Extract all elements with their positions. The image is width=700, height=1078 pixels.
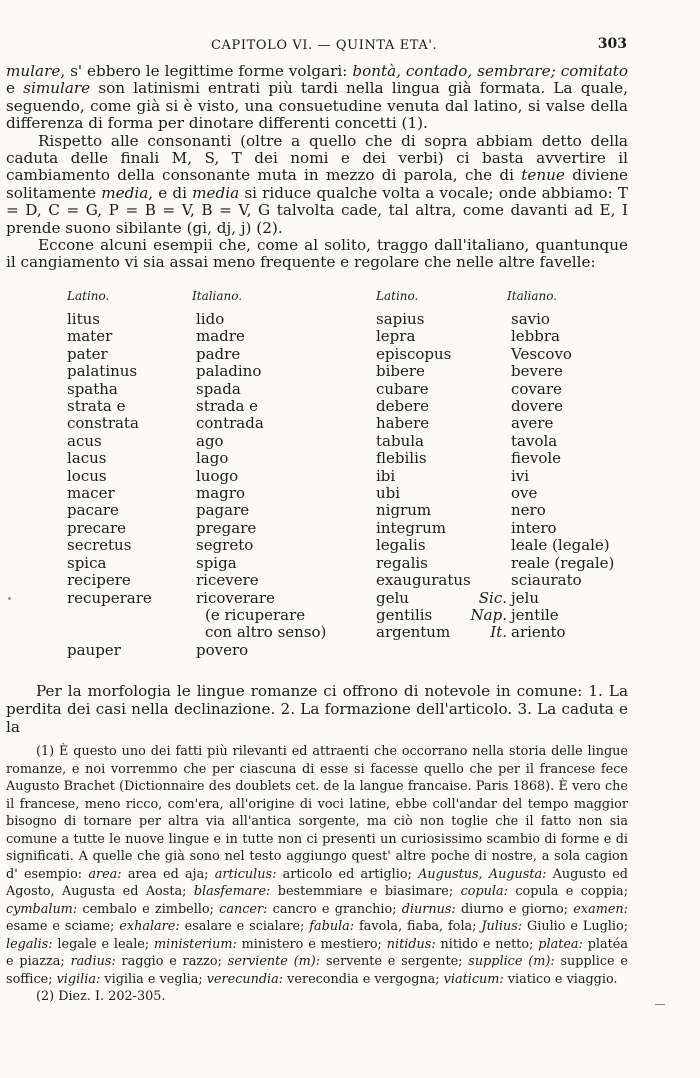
latin-word: pauper bbox=[67, 640, 121, 659]
italian-word: jelu bbox=[511, 588, 539, 607]
latin-word: acus bbox=[67, 431, 102, 450]
italian-word-row bbox=[467, 363, 614, 380]
latin-word: legalis bbox=[376, 536, 426, 555]
italian-word: paladino bbox=[196, 362, 262, 381]
italian-word: fievole bbox=[511, 449, 562, 468]
text-run: articolo ed artiglio; bbox=[276, 866, 419, 882]
col-header-latino-1: Latino. bbox=[67, 289, 110, 303]
page-number: 303 bbox=[597, 36, 627, 52]
text-run: Rispetto alle consonanti (oltre a quello che di sopra abbiam detto della caduta delle finali M, S, T dei nomi e dei verbi) ci basta avvertire il cambiamento della consonante muta in mezzo di parola, che di bbox=[6, 131, 628, 185]
chapter-title: CAPITOLO VI. — QUINTA ETA'. bbox=[211, 38, 438, 53]
latin-word: regalis bbox=[376, 553, 428, 572]
italian-word-row bbox=[467, 572, 614, 589]
italic-run: articulus: bbox=[214, 866, 277, 882]
italian-word: bevere bbox=[511, 362, 563, 381]
italic-run: ministerium: bbox=[154, 936, 237, 952]
italic-run: media bbox=[192, 183, 240, 202]
italic-run: legalis: bbox=[6, 936, 53, 952]
text-run: supplice e soffice; bbox=[6, 954, 629, 987]
paragraph-3 bbox=[6, 237, 628, 272]
italian-word: (e ricuperare bbox=[205, 605, 306, 624]
column-italiano-1 bbox=[196, 311, 326, 659]
italic-run: mulare bbox=[6, 62, 61, 80]
latin-word: secretus bbox=[67, 536, 132, 555]
page-speck bbox=[8, 597, 11, 600]
italian-word: ariento bbox=[511, 623, 566, 642]
latin-word: nigrum bbox=[376, 501, 432, 520]
italian-word-row bbox=[467, 398, 614, 415]
text-run: bestemmiare e biasimare; bbox=[270, 884, 461, 899]
italic-run: media bbox=[101, 183, 149, 202]
italian-word: Vescovo bbox=[511, 344, 572, 363]
italian-word: segreto bbox=[196, 536, 254, 555]
paragraph-2 bbox=[6, 133, 628, 237]
latin-word: strata e bbox=[67, 397, 126, 416]
text-run: (1) È questo uno dei fatti più rilevanti ed attraenti che occorrano nella storia delle lingue romanze, e noi vorremmo che per ciascuna di esse si facesse quello che per il francese fece Augusto Brachet (Dictionnaire des doublets cet. de la langue francaise. Paris 1868). È vero che il francese, meno ricco, com'era, all'origine di voci latine, ebbe coll'andar del tempo maggior bisogno di tornare per altra via all'antica sorgente, ma ciò non toglie che il fatto non sia comune a tutte le nuove lingue e in tutte non ci presenti un curiosissimo scambio di forme e di significati. A quelle che già sono nel testo aggiungo quest' altre poche di nostre, a sola cagion d' esempio: bbox=[6, 744, 628, 882]
italian-word: savio bbox=[511, 310, 550, 328]
italic-run: copula: bbox=[460, 884, 508, 899]
latin-word: palatinus bbox=[67, 362, 138, 381]
col-header-italiano-2: Italiano. bbox=[507, 289, 558, 303]
latin-word: gelu bbox=[376, 588, 409, 607]
latin-word: constrata bbox=[67, 414, 139, 433]
italic-run: radius: bbox=[70, 954, 116, 969]
italic-run: tenue bbox=[521, 166, 565, 185]
footnotes bbox=[6, 743, 628, 1006]
text-run: , s' ebbero le legittime forme volgari: bbox=[60, 62, 353, 80]
margin-mark bbox=[655, 1004, 665, 1005]
italian-word: spada bbox=[196, 379, 241, 398]
dialect-label: Sic. bbox=[478, 588, 507, 607]
latin-word: tabula bbox=[376, 431, 424, 450]
text-run: diurno e giorno; bbox=[455, 901, 574, 917]
latin-word: gentilis bbox=[376, 605, 433, 624]
italian-word: intero bbox=[511, 518, 557, 537]
italian-word: padre bbox=[196, 344, 241, 363]
latin-word: ibi bbox=[376, 466, 396, 485]
column-latino-1 bbox=[67, 311, 152, 659]
running-header bbox=[0, 38, 700, 58]
italian-word: magro bbox=[196, 484, 245, 503]
italian-word-row bbox=[467, 520, 614, 537]
latin-word: habere bbox=[376, 414, 430, 433]
text-run: area ed aja; bbox=[121, 866, 215, 882]
italian-word: pagare bbox=[196, 501, 250, 520]
footnote-2: (2) Diez. I. 202-305. bbox=[36, 989, 166, 1004]
italian-word: dovere bbox=[511, 397, 564, 416]
col-header-latino-2: Latino. bbox=[376, 289, 419, 303]
italian-word-row bbox=[467, 502, 614, 519]
italic-run: exhalare: bbox=[119, 919, 180, 934]
text-run: Augusto ed Agosto, Augusta ed Aosta; bbox=[6, 866, 629, 899]
text-run: diviene solitamente bbox=[6, 166, 628, 202]
dialect-label: Nap. bbox=[470, 605, 507, 624]
latin-word: recipere bbox=[67, 571, 131, 590]
latin-word: bibere bbox=[376, 362, 425, 381]
paragraph-1 bbox=[6, 63, 628, 133]
italian-word-row bbox=[467, 433, 614, 450]
text-run: cembalo e zimbello; bbox=[77, 901, 220, 917]
italian-word-row bbox=[467, 415, 614, 432]
text-run: , e di bbox=[148, 183, 193, 202]
italian-word-row bbox=[467, 328, 614, 345]
italian-word: luogo bbox=[196, 466, 239, 485]
italic-run: bontà, contado, sembrare; comitato bbox=[352, 62, 629, 80]
italian-word: ricevere bbox=[196, 571, 259, 590]
italic-run: simulare bbox=[23, 79, 91, 98]
latin-word: recuperare bbox=[67, 588, 152, 607]
italic-run: serviente (m): bbox=[227, 954, 321, 969]
text-run: copula e coppia; bbox=[507, 884, 629, 899]
main-text bbox=[6, 63, 628, 272]
italian-word: reale (regale) bbox=[511, 553, 615, 572]
italic-run: diurnus: bbox=[401, 901, 456, 917]
text-run: son latinismi entrati più tardi nella lingua già formata. La quale, seguendo, come già si è visto, una consuetudine venuta dal latino, si valse della differenza di forma per dinotare differenti concetti (1). bbox=[6, 79, 628, 133]
text-run: ministero e mestiero; bbox=[236, 936, 387, 952]
latin-word: exauguratus bbox=[376, 571, 471, 590]
latin-word: sapius bbox=[376, 310, 425, 328]
latin-word: mater bbox=[67, 327, 113, 346]
column-latino-2 bbox=[376, 311, 471, 642]
latin-word: spatha bbox=[67, 379, 118, 398]
italian-word: madre bbox=[196, 327, 245, 346]
italian-word-row bbox=[467, 537, 614, 554]
text-run: nitido e netto; bbox=[435, 936, 539, 952]
footnote-1 bbox=[6, 743, 628, 988]
italic-run: verecundia: bbox=[206, 971, 284, 987]
italian-word: ricoverare bbox=[196, 588, 275, 607]
latin-word: debere bbox=[376, 397, 430, 416]
morphology-text: Per la morfologia le lingue romanze ci offrono di notevole in comune: 1. La perdita dei casi nella declinazione. 2. La formazione dell'articolo. 3. La caduta e la bbox=[6, 682, 628, 736]
italian-word-row bbox=[467, 381, 614, 398]
latin-word: cubare bbox=[376, 379, 429, 398]
italian-word: povero bbox=[196, 640, 249, 659]
italian-word-row bbox=[467, 311, 614, 328]
italian-word-row bbox=[467, 485, 614, 502]
italic-run: vigilia: bbox=[56, 971, 101, 987]
latin-word: litus bbox=[67, 310, 100, 328]
italian-word: nero bbox=[511, 501, 546, 520]
italian-word: avere bbox=[511, 414, 554, 433]
text-run: Eccone alcuni esempii che, come al solito, traggo dall'italiano, quantunque il cangiamento vi sia assai meno frequente e regolare che nelle altre favelle: bbox=[6, 236, 628, 272]
italian-word-row bbox=[467, 450, 614, 467]
italic-run: supplice (m): bbox=[468, 954, 555, 969]
latin-word: integrum bbox=[376, 518, 447, 537]
italian-word: covare bbox=[511, 379, 562, 398]
latin-word: ubi bbox=[376, 484, 401, 503]
italian-word: lido bbox=[196, 310, 225, 328]
latin-word: precare bbox=[67, 518, 127, 537]
italian-word: sciaurato bbox=[511, 571, 582, 590]
column-italiano-2 bbox=[467, 311, 614, 642]
italian-word: jentile bbox=[511, 605, 559, 624]
italic-run: examen: bbox=[573, 901, 628, 917]
text-run: viatico e viaggio. bbox=[503, 971, 618, 987]
italic-run: Julius: bbox=[481, 919, 523, 934]
italian-word-row bbox=[467, 468, 614, 485]
latin-word: flebilis bbox=[376, 449, 427, 468]
col-header-italiano-1: Italiano. bbox=[192, 289, 243, 303]
text-run: platéa e piazza; bbox=[6, 936, 628, 969]
text-run: esalare e scialare; bbox=[179, 919, 310, 934]
latin-word bbox=[67, 607, 152, 624]
text-run: legale e leale; bbox=[52, 936, 155, 952]
text-run: vigilia e veglia; bbox=[100, 971, 207, 987]
latin-word bbox=[67, 624, 152, 641]
latin-word: argentum bbox=[376, 623, 451, 642]
text-run: favola, fiaba, fola; bbox=[354, 919, 482, 934]
text-run: cancro e granchio; bbox=[267, 901, 402, 917]
text-run: verecondia e vergogna; bbox=[283, 971, 444, 987]
italian-word: ivi bbox=[511, 466, 530, 485]
latin-word: macer bbox=[67, 484, 115, 503]
italic-run: blasfemare: bbox=[193, 884, 271, 899]
italian-word: con altro senso) bbox=[205, 623, 327, 642]
latin-word: locus bbox=[67, 466, 107, 485]
text-run: esame e sciame; bbox=[6, 919, 120, 934]
italian-word: ove bbox=[511, 484, 538, 503]
italic-run: nitidus: bbox=[386, 936, 436, 952]
morphology-paragraph bbox=[6, 682, 628, 736]
italian-word: spiga bbox=[196, 553, 237, 572]
text-run: si riduce qualche volta a vocale; onde abbiamo: T = D, C = G, P = B = V, B = V, G talvolta cade, tal altra, come davanti ad E, I prende suono sibilante (gi, dj, j) (2). bbox=[6, 183, 628, 237]
italian-word: strada e bbox=[196, 397, 259, 416]
text-run: servente e sergente; bbox=[320, 954, 469, 969]
latin-word: lacus bbox=[67, 449, 107, 468]
italic-run: viaticum: bbox=[443, 971, 504, 987]
italian-word-row bbox=[467, 555, 614, 572]
latin-word: lepra bbox=[376, 327, 416, 346]
italic-run: area: bbox=[88, 866, 122, 882]
italian-word: tavola bbox=[511, 431, 558, 450]
text-run: raggio e razzo; bbox=[115, 954, 228, 969]
italian-word-row bbox=[467, 607, 614, 624]
dialect-label: It. bbox=[490, 623, 507, 642]
italian-word-row bbox=[467, 346, 614, 363]
italian-word: lago bbox=[196, 449, 229, 468]
italian-word: contrada bbox=[196, 414, 264, 433]
latin-word: spica bbox=[67, 553, 107, 572]
text-run: Giulio e Luglio; bbox=[522, 919, 629, 934]
italic-run: Augustus, Augusta: bbox=[418, 866, 547, 882]
italian-word: ago bbox=[196, 431, 224, 450]
text-run: e bbox=[6, 79, 24, 98]
italic-run: cymbalum: bbox=[6, 901, 78, 917]
italic-run: cancer: bbox=[219, 901, 268, 917]
latin-word: pacare bbox=[67, 501, 119, 520]
italian-word: leale (legale) bbox=[511, 536, 610, 555]
italic-run: platea: bbox=[538, 936, 583, 952]
italian-word: pregare bbox=[196, 518, 257, 537]
italic-run: fabula: bbox=[309, 919, 355, 934]
latin-word: pater bbox=[67, 344, 108, 363]
italian-word: lebbra bbox=[511, 327, 560, 346]
latin-word: episcopus bbox=[376, 344, 452, 363]
italian-word-row bbox=[467, 590, 614, 607]
italian-word-row bbox=[467, 624, 614, 641]
